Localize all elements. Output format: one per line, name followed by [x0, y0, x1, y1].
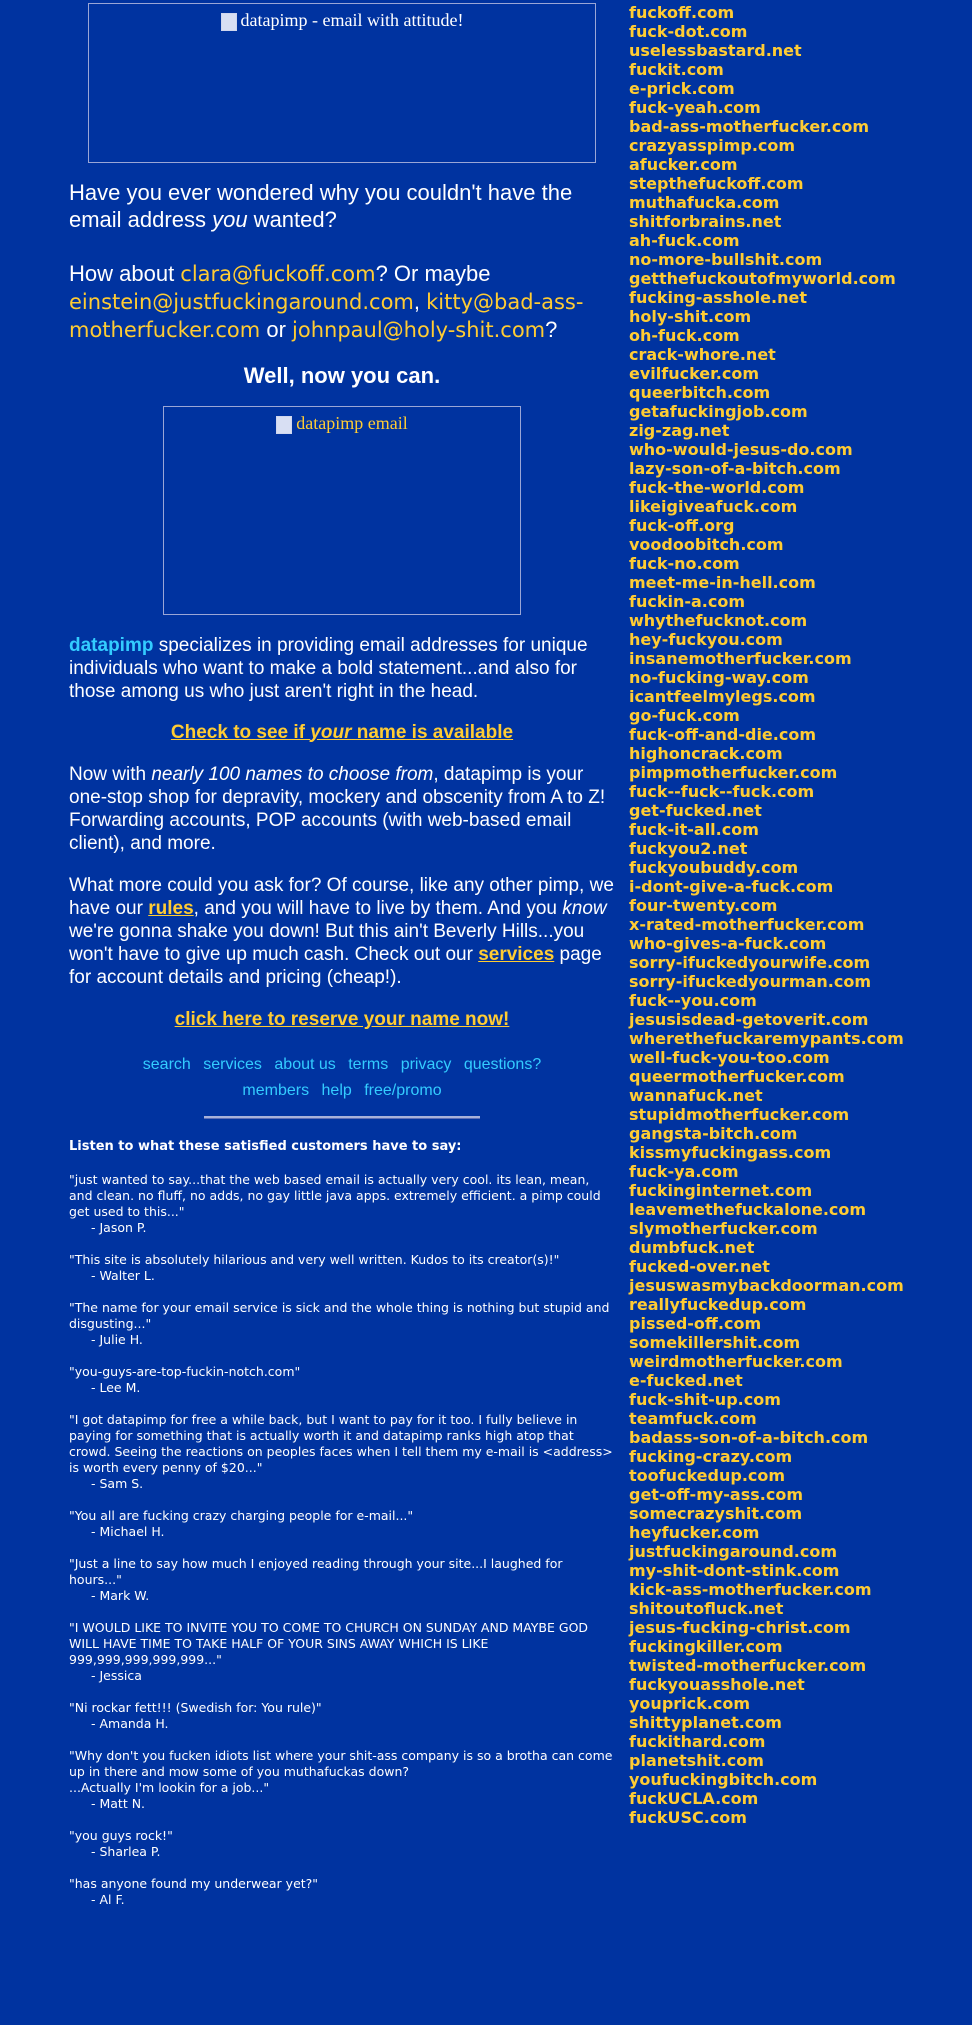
domain-item[interactable]: leavemethefuckalone.com: [629, 1200, 867, 1219]
testimonial-author: - Mark W.: [91, 1588, 150, 1603]
nav-services[interactable]: services: [203, 1056, 262, 1073]
domain-item[interactable]: well-fuck-you-too.com: [629, 1048, 830, 1067]
nav-members[interactable]: members: [242, 1082, 310, 1099]
domain-item[interactable]: bad-ass-motherfucker.com: [629, 117, 870, 136]
rules-link[interactable]: rules: [148, 898, 194, 919]
domain-item[interactable]: i-dont-give-a-fuck.com: [629, 877, 834, 896]
now-you-can-heading: Well, now you can.: [243, 363, 441, 388]
domain-item[interactable]: fuck-ya.com: [629, 1162, 739, 1181]
domain-item[interactable]: fuckin-a.com: [629, 592, 746, 611]
reserve-paragraph: [69, 1008, 615, 1031]
domain-item[interactable]: teamfuck.com: [629, 1409, 757, 1428]
domain-item[interactable]: get-fucked.net: [629, 801, 762, 820]
domain-item[interactable]: holy-shit.com: [629, 307, 752, 326]
testimonial-author: - Sharlea P.: [91, 1844, 161, 1859]
domain-item[interactable]: hey-fuckyou.com: [629, 630, 783, 649]
domain-item[interactable]: jesusisdead-getoverit.com: [629, 1010, 869, 1029]
domain-item[interactable]: shittyplanet.com: [629, 1713, 782, 1732]
logo-image: datapimp - email with attitude!: [88, 3, 596, 163]
domain-item[interactable]: meet-me-in-hell.com: [629, 573, 816, 592]
testimonial: [69, 1300, 615, 1348]
testimonial-quote: "Ni rockar fett!!! (Swedish for: You rule)": [69, 1700, 322, 1715]
domain-item[interactable]: fuck-yeah.com: [629, 98, 761, 117]
testimonial-author: - Jason P.: [91, 1220, 147, 1235]
domain-item[interactable]: planetshit.com: [629, 1751, 764, 1770]
main-column: [69, 0, 615, 1924]
nav-help[interactable]: help: [321, 1082, 352, 1099]
domain-item[interactable]: wannafuck.net: [629, 1086, 763, 1105]
domain-item[interactable]: toofuckedup.com: [629, 1466, 786, 1485]
nav-free-promo[interactable]: free/promo: [364, 1082, 442, 1099]
testimonial-author: - Walter L.: [91, 1268, 155, 1283]
domain-item[interactable]: sorry-ifuckedyourman.com: [629, 972, 871, 991]
domain-item[interactable]: fuckithard.com: [629, 1732, 766, 1751]
testimonial-author: - Lee M.: [91, 1380, 141, 1395]
domain-item[interactable]: fuckyou2.net: [629, 839, 748, 858]
testimonial: [69, 1700, 615, 1732]
domain-item[interactable]: queermotherfucker.com: [629, 1067, 845, 1086]
reserve-name-link[interactable]: click here to reserve your name now!: [174, 1009, 510, 1030]
testimonial: [69, 1828, 615, 1860]
testimonial-author: - Jessica: [91, 1668, 142, 1683]
testimonial-author: - Michael H.: [91, 1524, 165, 1539]
domain-item[interactable]: fuckingkiller.com: [629, 1637, 783, 1656]
testimonial-author: - Al F.: [91, 1892, 125, 1907]
domain-item[interactable]: fucking-crazy.com: [629, 1447, 793, 1466]
domain-item[interactable]: fuckyouasshole.net: [629, 1675, 805, 1694]
nav-links: [69, 1052, 615, 1104]
domain-item[interactable]: getafuckingjob.com: [629, 402, 808, 421]
testimonial-quote: "You all are fucking crazy charging people for e-mail...": [69, 1508, 414, 1523]
domain-item[interactable]: fuckinginternet.com: [629, 1181, 813, 1200]
brand-name: datapimp: [69, 635, 154, 656]
domain-item[interactable]: gangsta-bitch.com: [629, 1124, 798, 1143]
domain-item[interactable]: lazy-son-of-a-bitch.com: [629, 459, 841, 478]
domain-item[interactable]: zig-zag.net: [629, 421, 730, 440]
example-address-einstein[interactable]: einstein@justfuckingaround.com: [69, 290, 414, 314]
testimonials-list: [69, 1172, 615, 1908]
check-availability-link[interactable]: Check to see if your name is available: [170, 722, 514, 743]
domain-item[interactable]: highoncrack.com: [629, 744, 783, 763]
testimonial: [69, 1412, 615, 1492]
domain-item[interactable]: jesuswasmybackdoorman.com: [629, 1276, 904, 1295]
domain-item[interactable]: getthefuckoutofmyworld.com: [629, 269, 896, 288]
domain-item[interactable]: somecrazyshit.com: [629, 1504, 803, 1523]
domain-item[interactable]: my-shit-dont-stink.com: [629, 1561, 840, 1580]
nav-terms[interactable]: terms: [348, 1056, 389, 1073]
example-address-johnpaul[interactable]: johnpaul@holy-shit.com: [292, 318, 546, 342]
domain-item[interactable]: youprick.com: [629, 1694, 750, 1713]
services-link[interactable]: services: [478, 944, 555, 965]
testimonial: [69, 1252, 615, 1284]
domain-item[interactable]: fuck-shit-up.com: [629, 1390, 781, 1409]
domain-item[interactable]: reallyfuckedup.com: [629, 1295, 807, 1314]
domain-item[interactable]: evilfucker.com: [629, 364, 759, 383]
nav-search[interactable]: search: [142, 1056, 191, 1073]
testimonials-heading: Listen to what these satisfied customers have to say:: [69, 1139, 462, 1154]
testimonial: [69, 1556, 615, 1604]
testimonial-author: - Amanda H.: [91, 1716, 169, 1731]
domain-item[interactable]: stupidmotherfucker.com: [629, 1105, 850, 1124]
domain-item[interactable]: fuck-it-all.com: [629, 820, 759, 839]
domain-item[interactable]: weirdmotherfucker.com: [629, 1352, 843, 1371]
testimonial-quote: "Why don't you fucken idiots list where your shit-ass company is so a brotha can come up in there and mow some of you muthafuckas down? ...Actually I'm lookin for a job...": [69, 1748, 613, 1795]
testimonial: [69, 1876, 615, 1908]
domain-item[interactable]: fuckit.com: [629, 60, 724, 79]
intro-question: Have you ever wondered why you couldn't have the email address you wanted?: [69, 180, 573, 232]
rules-paragraph: What more could you ask for? Of course, like any other pimp, we have our rules, and you will have to live by them. And you know we're gonna shake you down! But this ain't Beverly Hills...you won't have to give up much cash. Check out our services page for account details and pricing (cheap!).: [69, 875, 614, 988]
example-address-kitty[interactable]: kitty@bad-ass-motherfucker.com: [69, 290, 584, 342]
testimonial: [69, 1620, 615, 1684]
domain-item[interactable]: fuckUCLA.com: [629, 1789, 759, 1808]
domain-item[interactable]: voodoobitch.com: [629, 535, 784, 554]
domain-item[interactable]: whythefucknot.com: [629, 611, 808, 630]
domain-item[interactable]: uselessbastard.net: [629, 41, 802, 60]
domain-item[interactable]: pimpmotherfucker.com: [629, 763, 838, 782]
intro-examples: How about clara@fuckoff.com? Or maybe einstein@justfuckingaround.com, kitty@bad-ass-motherfucker.com or johnpaul@holy-shit.com?: [69, 261, 584, 342]
domain-item[interactable]: twisted-motherfucker.com: [629, 1656, 867, 1675]
testimonial: [69, 1172, 615, 1236]
testimonial-author: - Julie H.: [91, 1332, 143, 1347]
nav-about-us[interactable]: about us: [274, 1056, 336, 1073]
domain-item[interactable]: icantfeelmylegs.com: [629, 687, 816, 706]
domain-item[interactable]: fuck-no.com: [629, 554, 740, 573]
testimonial-quote: "you guys rock!": [69, 1828, 173, 1843]
domain-item[interactable]: pissed-off.com: [629, 1314, 762, 1333]
domain-item[interactable]: justfuckingaround.com: [629, 1542, 837, 1561]
domain-item[interactable]: fuck-off.org: [629, 516, 735, 535]
domain-item[interactable]: crazyasspimp.com: [629, 136, 796, 155]
domain-item[interactable]: crack-whore.net: [629, 345, 776, 364]
domain-item[interactable]: heyfucker.com: [629, 1523, 760, 1542]
testimonial-quote: "This site is absolutely hilarious and very well written. Kudos to its creator(s)!": [69, 1252, 560, 1267]
domain-item[interactable]: fuck--fuck--fuck.com: [629, 782, 815, 801]
domain-item[interactable]: oh-fuck.com: [629, 326, 740, 345]
domain-item[interactable]: shitoutofluck.net: [629, 1599, 784, 1618]
testimonial-quote: "Just a line to say how much I enjoyed reading through your site...I laughed for hours...": [69, 1556, 563, 1587]
testimonial-author: - Sam S.: [91, 1476, 144, 1491]
specializes-paragraph: datapimp specializes in providing email addresses for unique individuals who want to make a bold statement...and also for those among us who just aren't right in the head.: [69, 635, 588, 702]
domain-item[interactable]: dumbfuck.net: [629, 1238, 755, 1257]
domain-item[interactable]: kick-ass-motherfucker.com: [629, 1580, 872, 1599]
divider: [204, 1116, 480, 1119]
testimonial-quote: "The name for your email service is sick and the whole thing is nothing but stupid and disgusting...": [69, 1300, 610, 1331]
domain-item[interactable]: who-would-jesus-do.com: [629, 440, 853, 459]
domain-item[interactable]: e-prick.com: [629, 79, 735, 98]
domain-item[interactable]: fuck-the-world.com: [629, 478, 805, 497]
domain-item[interactable]: fuckoff.com: [629, 3, 735, 22]
check-availability-paragraph: [69, 721, 615, 744]
domain-item[interactable]: kissmyfuckingass.com: [629, 1143, 832, 1162]
broken-image-icon: [221, 13, 237, 31]
domain-item[interactable]: fuck--you.com: [629, 991, 757, 1010]
domain-item[interactable]: x-rated-motherfucker.com: [629, 915, 865, 934]
testimonial-author: - Matt N.: [91, 1796, 146, 1811]
domain-item[interactable]: no-fucking-way.com: [629, 668, 809, 687]
domain-item[interactable]: muthafucka.com: [629, 193, 780, 212]
domain-item[interactable]: fuck-off-and-die.com: [629, 725, 817, 744]
domain-item[interactable]: e-fucked.net: [629, 1371, 743, 1390]
testimonial: [69, 1748, 615, 1812]
domain-item[interactable]: afucker.com: [629, 155, 738, 174]
domain-item[interactable]: insanemotherfucker.com: [629, 649, 852, 668]
domain-item[interactable]: slymotherfucker.com: [629, 1219, 818, 1238]
domain-item[interactable]: fucking-asshole.net: [629, 288, 807, 307]
domain-item[interactable]: ah-fuck.com: [629, 231, 740, 250]
domain-item[interactable]: youfuckingbitch.com: [629, 1770, 818, 1789]
testimonial: [69, 1364, 615, 1396]
domain-item[interactable]: shitforbrains.net: [629, 212, 782, 231]
choose-paragraph: Now with nearly 100 names to choose from, datapimp is your one-stop shop for depravity, mockery and obscenity from A to Z! Forwarding accounts, POP accounts (with web-based email client), and more.: [69, 764, 606, 854]
testimonial-quote: "just wanted to say...that the web based email is actually very cool. its lean, mean, and clean. no fluff, no adds, no gay little java apps. extremely efficient. a pimp could get used to this...": [69, 1172, 601, 1219]
domain-item[interactable]: fuck-dot.com: [629, 22, 748, 41]
domain-item[interactable]: fuckyoubuddy.com: [629, 858, 799, 877]
nav-questions[interactable]: questions?: [463, 1056, 542, 1073]
domain-item[interactable]: likeigiveafuck.com: [629, 497, 798, 516]
broken-image-icon: [276, 416, 292, 434]
domain-item[interactable]: jesus-fucking-christ.com: [629, 1618, 851, 1637]
testimonial: [69, 1508, 615, 1540]
domain-item[interactable]: no-more-bullshit.com: [629, 250, 823, 269]
domain-item[interactable]: who-gives-a-fuck.com: [629, 934, 827, 953]
example-address-clara[interactable]: clara@fuckoff.com: [180, 262, 376, 286]
testimonial-quote: "I WOULD LIKE TO INVITE YOU TO COME TO CHURCH ON SUNDAY AND MAYBE GOD WILL HAVE TIME TO TAKE HALF OF YOUR SINS AWAY WHICH IS LIKE 999,999,999,999,999...": [69, 1620, 589, 1667]
domain-item[interactable]: badass-son-of-a-bitch.com: [629, 1428, 869, 1447]
domain-item[interactable]: somekillershit.com: [629, 1333, 801, 1352]
domain-item[interactable]: fuckUSC.com: [629, 1808, 747, 1827]
domain-list: [629, 3, 969, 1827]
testimonial-quote: "I got datapimp for free a while back, but I want to pay for it too. I fully believe in paying for something that is actually worth it and datapimp ranks high atop that crowd. Seeing the reactions on peoples faces when I tell them my e-mail is <address> is worth every penny of $20...": [69, 1412, 613, 1475]
testimonial-quote: "you-guys-are-top-fuckin-notch.com": [69, 1364, 301, 1379]
domain-item[interactable]: wherethefuckaremypants.com: [629, 1029, 904, 1048]
domain-item[interactable]: stepthefuckoff.com: [629, 174, 804, 193]
testimonial-quote: "has anyone found my underwear yet?": [69, 1876, 319, 1891]
domain-item[interactable]: queerbitch.com: [629, 383, 771, 402]
email-image: datapimp email: [163, 406, 521, 615]
domain-item[interactable]: go-fuck.com: [629, 706, 740, 725]
domain-item[interactable]: four-twenty.com: [629, 896, 778, 915]
nav-privacy[interactable]: privacy: [400, 1056, 452, 1073]
domain-item[interactable]: get-off-my-ass.com: [629, 1485, 803, 1504]
domain-item[interactable]: sorry-ifuckedyourwife.com: [629, 953, 871, 972]
domain-item[interactable]: fucked-over.net: [629, 1257, 770, 1276]
